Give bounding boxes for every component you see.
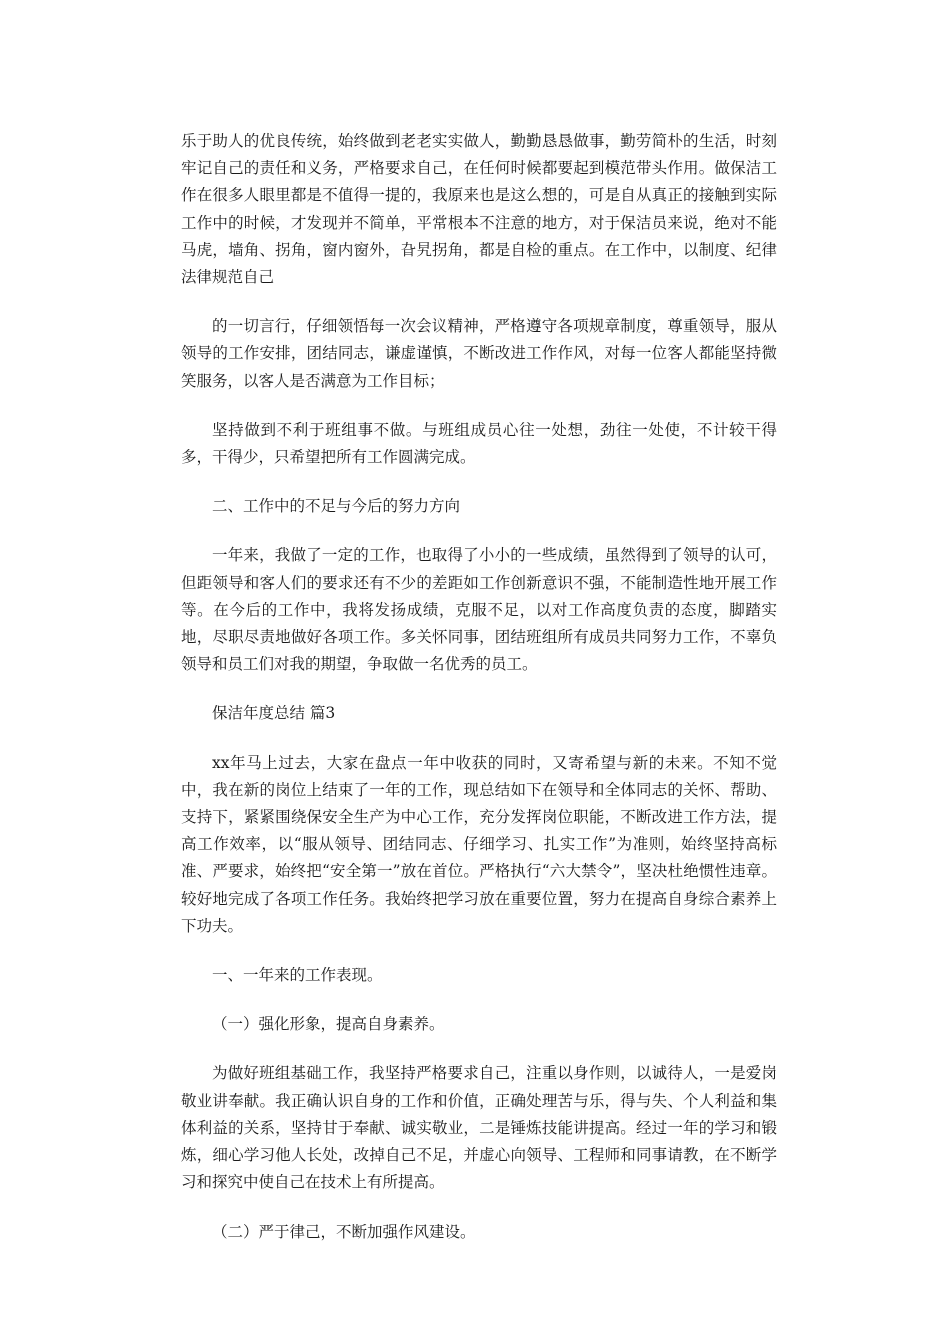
paragraph-teamwork: 坚持做到不利于班组事不做。与班组成员心往一处想，劲往一处使，不计较干得多，干得少，只希望把所有工作圆满完成。: [181, 420, 777, 467]
paragraph-shortcomings: 一年来，我做了一定的工作，也取得了小小的一些成绩，虽然得到了领导的认可，但距领导和客人们的要求还有不少的差距如工作创新意识不强，不能制造性地开展工作等。在今后的工作中，我将发扬成绩，克服不足，以对工作高度负责的态度，脚踏实地，尽职尽责地做好各项工作。多关怀同事，团结班组所有成员共同努力工作，不辜负领导和员工们对我的期望，争取做一名优秀的员工。: [181, 546, 777, 674]
subheading-image: （一）强化形象，提高自身素养。: [212, 1015, 445, 1034]
section-heading-shortcomings: 二、工作中的不足与今后的努力方向: [212, 497, 461, 516]
paragraph-intro-part3: xx年马上过去，大家在盘点一年中收获的同时，又寄希望与新的未来。不知不觉中，我在新的岗位上结束了一年的工作，现总结如下在领导和全体同志的关怀、帮助、支持下，紧紧围绕保安全生产为中心工作，充分发挥岗位职能，不断改进工作方法，提高工作效率，以“服从领导、团结同志、仔细学习、扎实工作”为准则，始终坚持高标准、严要求，始终把“安全第一”放在首位。严格执行“六大禁令”，坚决杜绝惯性违章。较好地完成了各项工作任务。我始终把学习放在重要位置，努力在提高自身综合素养上下功夫。: [181, 753, 777, 935]
document-body: [181, 128, 777, 1246]
section-heading-performance: 一、一年来的工作表现。: [212, 966, 383, 985]
paragraph-continuation-2: 的一切言行，仔细领悟每一次会议精神，严格遵守各项规章制度，尊重领导，服从领导的工作安排，团结同志，谦虚谨慎，不断改进工作作风，对每一位客人都能坚持微笑服务，以客人是否满意为工作目标；: [181, 317, 777, 390]
paragraph-image: 为做好班组基础工作，我坚持严格要求自己，注重以身作则，以诚待人，一是爱岗敬业讲奉献。我正确认识自身的工作和价值，正确处理苦与乐，得与失、个人利益和集体利益的关系，坚持甘于奉献、诚实敬业，二是锤炼技能讲提高。经过一年的学习和锻炼，细心学习他人长处，改掉自己不足，并虚心向领导、工程师和同事请教，在不断学习和探究中使自己在技术上有所提高。: [181, 1064, 777, 1192]
paragraph-continuation-1: 乐于助人的优良传统，始终做到老老实实做人，勤勤恳恳做事，勤劳简朴的生活，时刻牢记自己的责任和义务，严格要求自己，在任何时候都要起到模范带头作用。做保洁工作在很多人眼里都是不值得一提的，我原来也是这么想的，可是自从真正的接触到实际工作中的时候，才发现并不简单，平常根本不注意的地方，对于保洁员来说，绝对不能马虎，墙角、拐角，窗内窗外，旮旯拐角，都是自检的重点。在工作中，以制度、纪律法律规范自己: [181, 132, 777, 287]
subheading-discipline: （二）严于律己，不断加强作风建设。: [212, 1222, 476, 1241]
article-title-part3: 保洁年度总结 篇3: [212, 704, 336, 723]
